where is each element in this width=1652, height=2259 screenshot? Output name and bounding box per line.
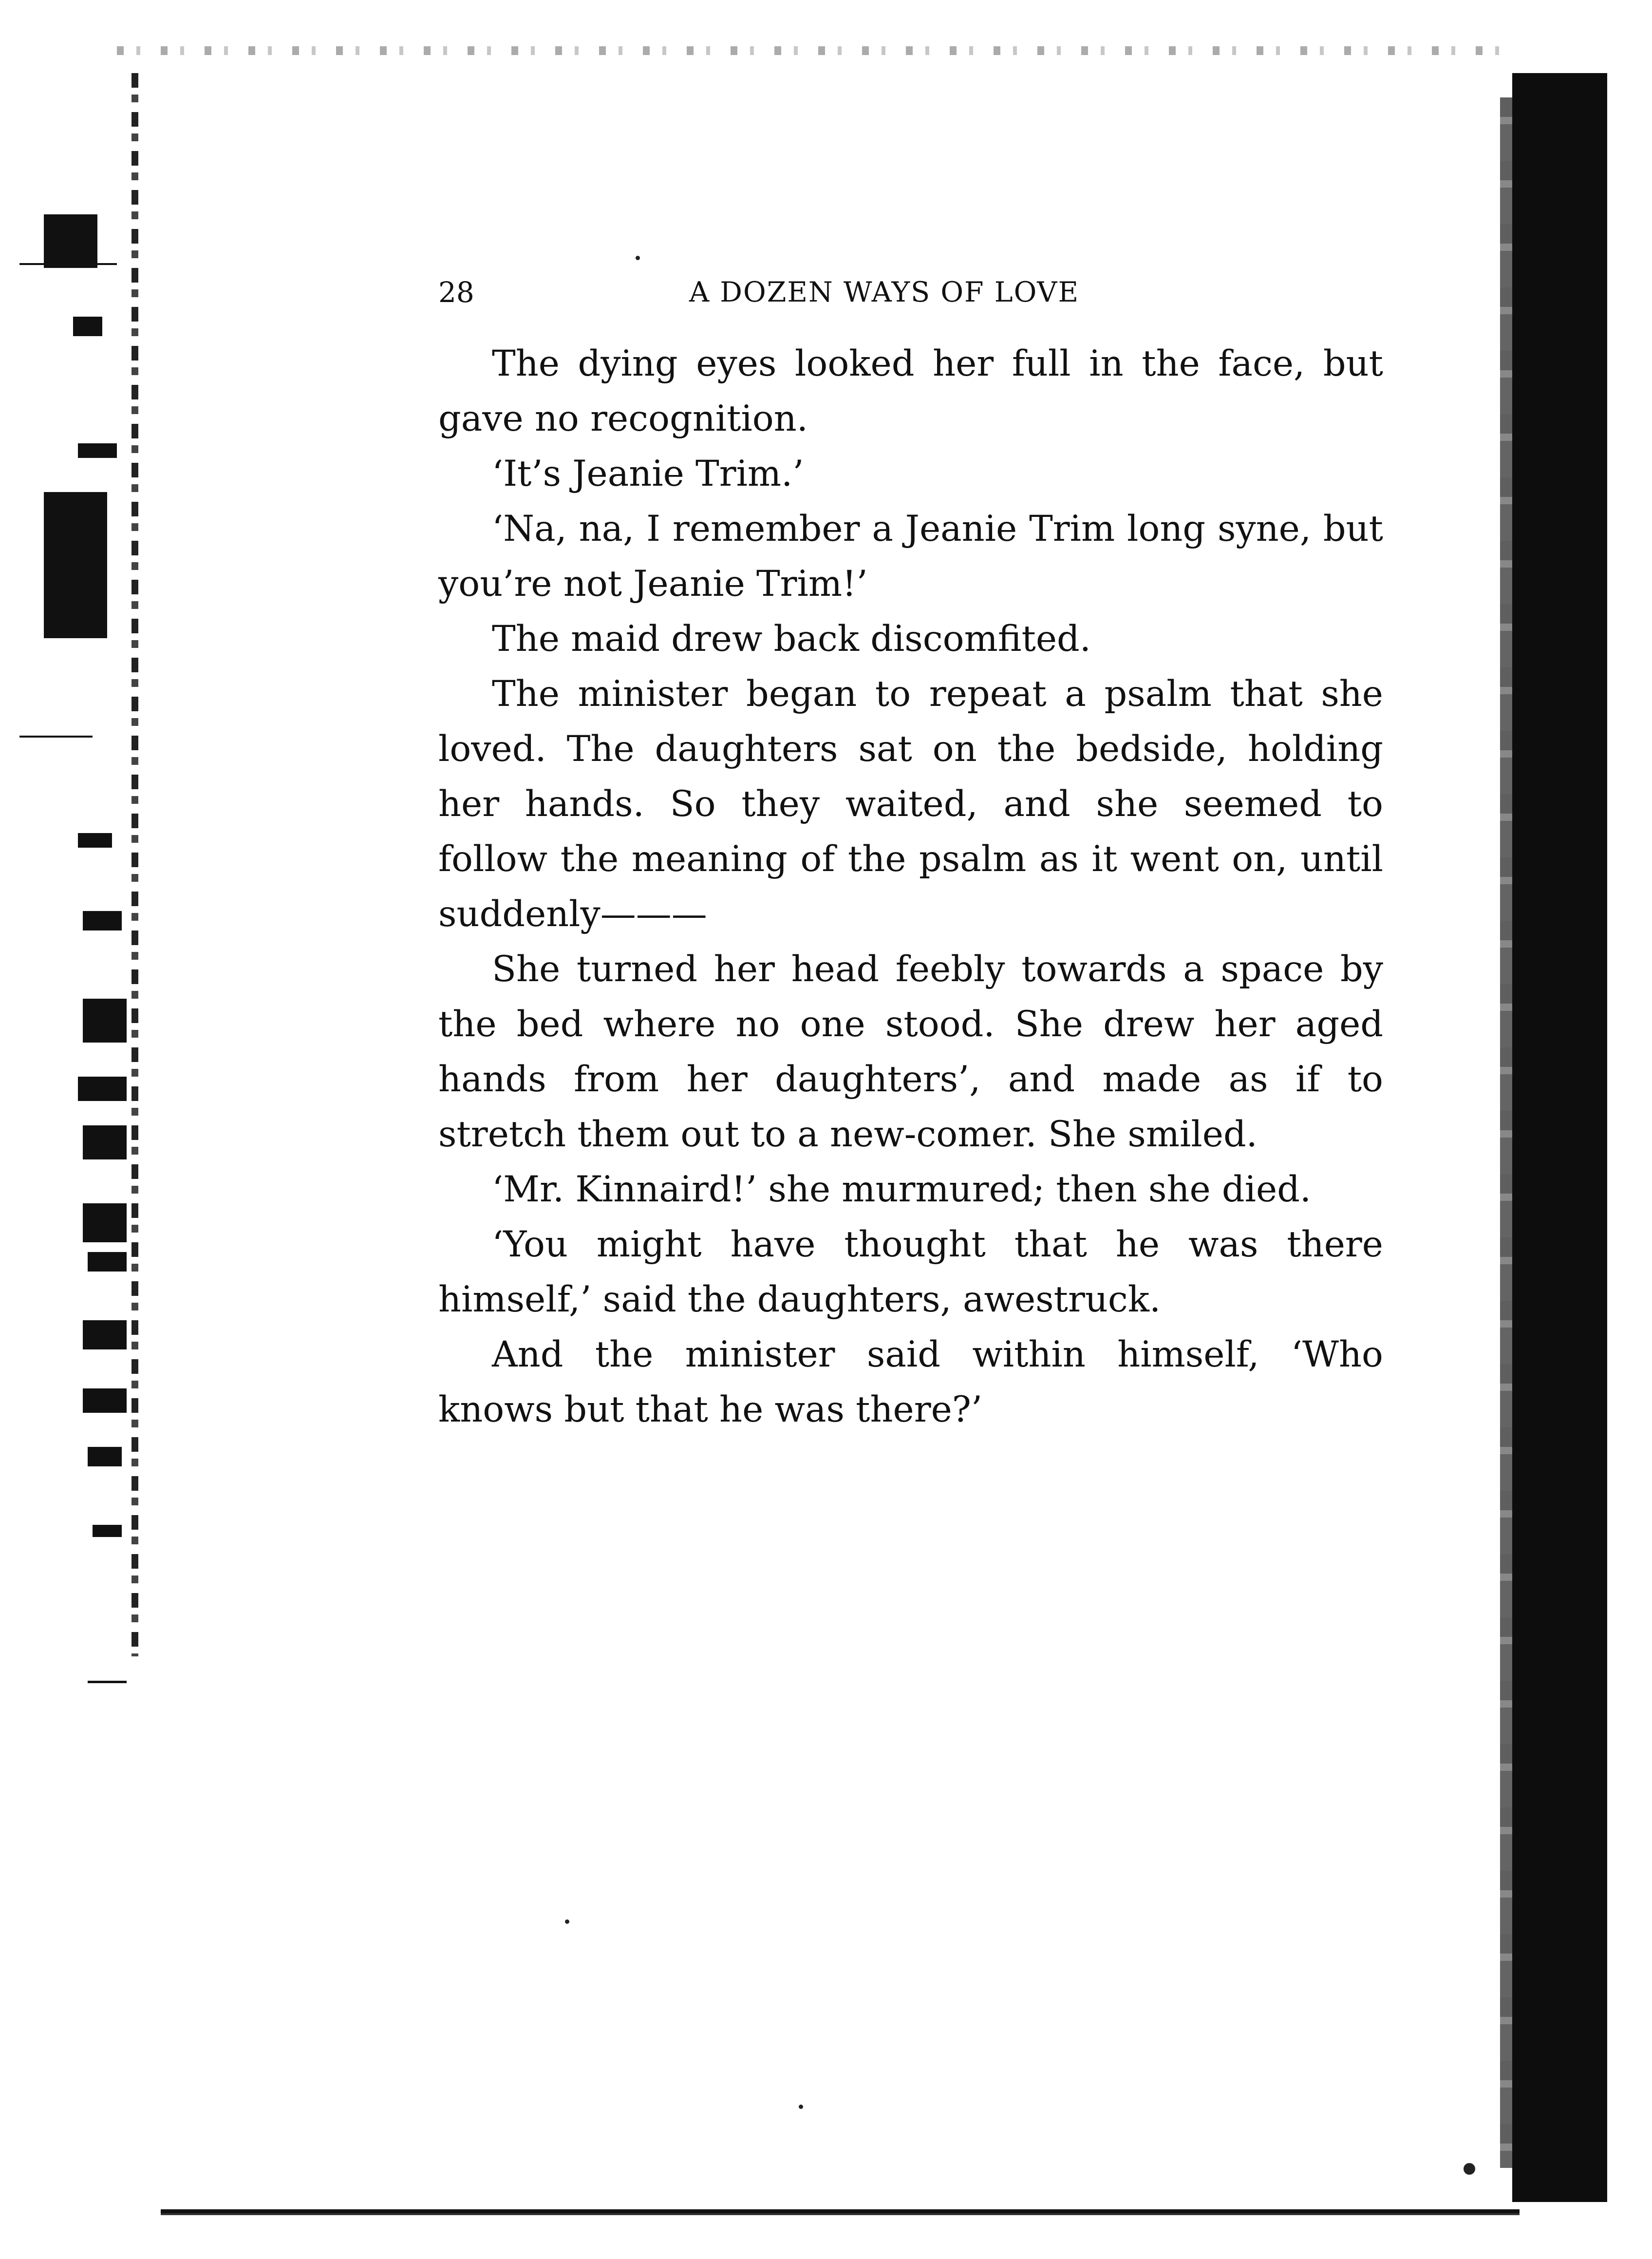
scan-top-edge [117, 46, 1520, 55]
scan-speck [565, 1919, 569, 1924]
paragraph: ‘You might have thought that he was there himself,’ said the daughters, awestruck. [438, 1224, 1383, 1320]
paragraph: She turned her head feebly towards a space by the bed where no one stood. She drew her aged hands from her daughters’, and made as if to stretch them out to a new-comer. She smiled. [438, 949, 1383, 1155]
page-number: 28 [438, 276, 474, 309]
paragraph: ‘Na, na, I remember a Jeanie Trim long syne, but you’re not Jeanie Trim!’ [438, 508, 1383, 605]
paragraph: ‘It’s Jeanie Trim.’ [492, 453, 804, 494]
paragraph: The maid drew back discomfited. [492, 618, 1091, 660]
paragraph: And the minister said within himself, ‘Who knows but that he was there?’ [438, 1334, 1383, 1430]
scan-speck [1464, 2163, 1475, 2175]
running-head [438, 273, 1417, 312]
scan-left-spine [131, 73, 138, 1656]
scan-bottom-edge [161, 2209, 1520, 2220]
scan-speck [636, 256, 640, 260]
running-title: A DOZEN WAYS OF LOVE [689, 276, 1080, 308]
scan-right-binding-shadow [1512, 73, 1607, 2202]
paragraph: The dying eyes looked her full in the face, but gave no recognition. [438, 343, 1383, 439]
paragraph: ‘Mr. Kinnaird!’ she murmured; then she died. [492, 1169, 1312, 1210]
scan-speck [799, 2105, 803, 2109]
body-text [438, 336, 1383, 1437]
paragraph: The minister began to repeat a psalm that she loved. The daughters sat on the bedside, holding her hands. So they waited, and she seemed to follow the meaning of the psalm as it went on, until suddenly——— [438, 673, 1383, 935]
